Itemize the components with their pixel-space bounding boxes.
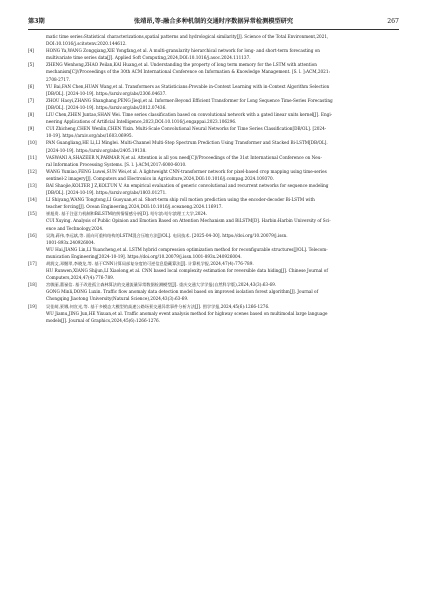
- reference-text-line: LI Shiyang,WANG Tongtong,LI Guoyuan,et al. Short-term ship roll motion prediction using the encoder-decoder Bi-LSTM with: [46, 197, 315, 203]
- reference-text-line: Chongqing Jiaotong University(Natural Science),2024,43(3):63-69.: [46, 296, 189, 302]
- reference-text-line: ZHOU Haoyi,ZHANG Shanghang,PENG Jieqi,et al. Informer:Beyond Efficient Transformer for Long Sequence Time-Series Forecasting: [46, 97, 333, 103]
- reference-text-line: 崔旭贵. 基于注意力机制和BiLSTM的舆情情感分析[D]. 哈尔滨:哈尔滨理工大学,2024.: [46, 211, 208, 217]
- reference-text-line: LIU Chen,ZHEN Juntao,SHAN Wei. Time series classification based on convolutional network with a gated linear units kernel[J]. Engi-: [46, 112, 333, 118]
- reference-item: [28, 260, 399, 281]
- reference-text-line: [2024-10-19]. https://arxiv.org/abs/2405.19138.: [46, 147, 147, 153]
- reference-text-line: GONG Minli,DONG Luxin. Traffic flow anomaly data detection model based on improved isolation forest algorithm[J]. Journal of: [46, 289, 319, 295]
- reference-number: [16]: [28, 232, 37, 238]
- reference-text-line: 1001-893x.240926004.: [46, 239, 96, 245]
- reference-text-line: neering Applications of Artificial Intelligence,2023,DOI:10.1016/j.engappai.2023.106296.: [46, 119, 237, 125]
- reference-number: [10]: [28, 140, 37, 146]
- reference-number: [14]: [28, 197, 37, 203]
- reference-text-line: WU Hai,JIANG Lin,LI Yuancheng,et al. LSTM hybrid compression optimization method for reconfigurable structures[J/OL]. Telecom-: [46, 246, 328, 252]
- reference-number: [6]: [28, 83, 34, 89]
- reference-text-line: matic time series:Statistical characterizations,spatial patterns and hydrological similarity[J]. Science of the Total Environment,2021,: [46, 34, 329, 39]
- reference-number: [18]: [28, 282, 37, 288]
- reference-text-line: teacher forcing[J]. Ocean Engineering,2024,DOI:10.1016/j.oceaneng.2024.116917.: [46, 204, 223, 210]
- reference-item: [28, 232, 399, 260]
- reference-number: [17]: [28, 261, 37, 266]
- reference-text-line: mechanism[C]//Proceedings of the 30th ACM International Conference on Information & Knowledge Management. [S. l. ]:ACM,2021:: [46, 69, 330, 75]
- reference-item: [28, 139, 399, 153]
- reference-text-line: PAN Guangliang,HE Li,LI Minglei. Multi-Channel Multi-Step Spectrum Prediction Using Transformer and Stacked Bi-LSTM[DB/OL].: [46, 140, 328, 146]
- reference-text-line: DOI:10.1016/j.scitotenv.2020.144612.: [46, 41, 127, 47]
- reference-text-line: VASWANI A,SHAZEER N,PARMAR N,et al. Attention is all you need[C]//Proceedings of the 31st International Conference on Neu-: [46, 154, 322, 160]
- reference-item: [28, 154, 399, 168]
- reference-text-line: ral Information Processing Systems. [S. l. ]:ACM,2017:6000-6010.: [46, 161, 187, 167]
- reference-text-line: munication Engineering[2024-10-19]. https://doi.org/10.20079/j.issn.1001-893x.240926004.: [46, 253, 242, 259]
- reference-item: [28, 61, 399, 82]
- reference-item: [28, 97, 399, 111]
- reference-text-line: sentinel-2 imagery[J]. Computers and Electronics in Agriculture,2024,DOI:10.1016/j.compag.2024.109370.: [46, 175, 274, 181]
- reference-text-line: HU Runwen,XIANG Shijun,LI Xiaolong,et al. CNN based local complexity estimation for reversible data hiding[J]. Chinese Journal of: [46, 268, 328, 274]
- header-rule: [28, 29, 399, 30]
- reference-text-line: ZHENG Wenhong,ZHAO Peilan,KAI Huang,et al. Understanding the property of long term memory for the LSTM with attention: [46, 62, 317, 68]
- reference-text-line: CUI Xuying. Analysis of Public Opinion and Emotion Based on Attention Mechanism and BiLSTM[D]. Harbin:Harbin University of Sci-: [46, 218, 331, 224]
- reference-item: [28, 111, 399, 125]
- reference-text-line: YU Bai,FAN Chen,HUAN Wang,et al. Transformers as Statisticians:Provable in-Context Learning with in-Context Algorithm Selection: [46, 83, 330, 89]
- reference-text-line: models[J]. Journal of Graphics,2024,45(6):1266-1276.: [46, 317, 161, 323]
- reference-item: [28, 303, 399, 324]
- reference-text-line: [DB/OL]. [2024-10-19]. https://arxiv.org/abs/2306.04637.: [46, 90, 167, 96]
- reference-item: [28, 210, 399, 231]
- reference-number: [13]: [28, 182, 37, 188]
- reference-number: [8]: [28, 112, 34, 118]
- reference-item: [28, 168, 399, 182]
- reference-text-line: 10-19]. https://arxiv.org/abs/1603.06995.: [46, 133, 133, 139]
- reference-item: [28, 83, 399, 97]
- reference-text-line: [DB/OL]. [2024-10-19]. https://arxiv.org/abs/1803.01271.: [46, 190, 167, 196]
- reference-number: [9]: [28, 126, 34, 132]
- reference-number: [15]: [28, 211, 37, 217]
- reference-text-line: 宫敏丽,董禄信. 基于改进孤立森林算法的交通流量异常数据检测模型[J]. 重庆交通大学学报(自然科学版),2024,43(3):63-69.: [46, 282, 277, 288]
- reference-text-line: ence and Technology,2024.: [46, 225, 104, 231]
- reference-item: [28, 182, 399, 196]
- reference-number: [7]: [28, 97, 34, 103]
- reference-text-line: [DB/OL]. [2024-10-19]. https://arxiv.org/abs/2012.07436.: [46, 104, 167, 110]
- reference-text-line: 2708-2717.: [46, 76, 71, 82]
- reference-number: [11]: [28, 154, 37, 160]
- issue-label: 第3期: [28, 18, 45, 25]
- reference-text-line: WANG Yumiao,FENG Luwei,SUN Wei,et al. A lightweight CNN-transformer network for pixel-based crop mapping using time-series: [46, 168, 327, 174]
- page-number: 267: [387, 18, 399, 25]
- page-header: [28, 16, 399, 28]
- reference-item: [28, 125, 399, 139]
- reference-number: [4]: [28, 48, 34, 54]
- reference-item: [28, 47, 399, 61]
- running-title: 张靖昂,等:融合多种机制的交通时序数据异常检测模型研究: [133, 18, 294, 25]
- reference-item: [28, 33, 399, 47]
- reference-text-line: BAI Shaojie,KOLTER J Z,KOLTUN V. An empirical evaluation of generic convolutional and recurrent networks for sequence modeling: [46, 182, 329, 188]
- reference-number: [12]: [28, 168, 37, 174]
- reference-text-line: 吴佳萌,景娜,何宣光,等. 基于多模态大模型的高速公路场景交通异常事件分析方法[J]. 图学学报,2024,45(6):1266-1276.: [46, 303, 270, 309]
- reference-text-line: multivariate time series data[J]. Applied Soft Computing,2024,DOI:10.1016/j.asoc.2024.111137.: [46, 55, 251, 61]
- reference-text-line: 胡润文,邓继翠,李晓龙,等. 基于CNN计算局部复杂度的可逆信息隐藏算法[J]. 计算机学报,2024,47(4):776-789.: [46, 261, 254, 266]
- reference-text-line: 吴海,蒋伟,李远斌,等. 面向可重构结构的LSTM混合压缩方法[J/OL]. 电讯技术. [2025-04-30]. https://doi.org/10.20079/j.issn.: [46, 232, 288, 238]
- reference-list: [28, 33, 399, 324]
- reference-text-line: HONG Ya,WANG Zongqiang,XIE Yongfang,et al. A multi-granularity hierarchical network for long- and short-term forecasting on: [46, 48, 320, 54]
- reference-text-line: WU Jiamu,JING Jun,HE Yixuan,et al. Traffic anomaly event analysis method for highway scenes based on multimodal large language: [46, 310, 328, 316]
- reference-number: [19]: [28, 303, 37, 309]
- reference-text-line: CUI Zhicheng,CHEN Wenlin,CHEN Yixin. Multi-Scale Convolutional Neural Networks for Time Series Classification[DB/OL]. [2024-: [46, 126, 327, 132]
- reference-number: [5]: [28, 62, 34, 68]
- reference-item: [28, 196, 399, 210]
- reference-item: [28, 281, 399, 302]
- reference-text-line: Computers,2024,47(4):776-789.: [46, 275, 115, 281]
